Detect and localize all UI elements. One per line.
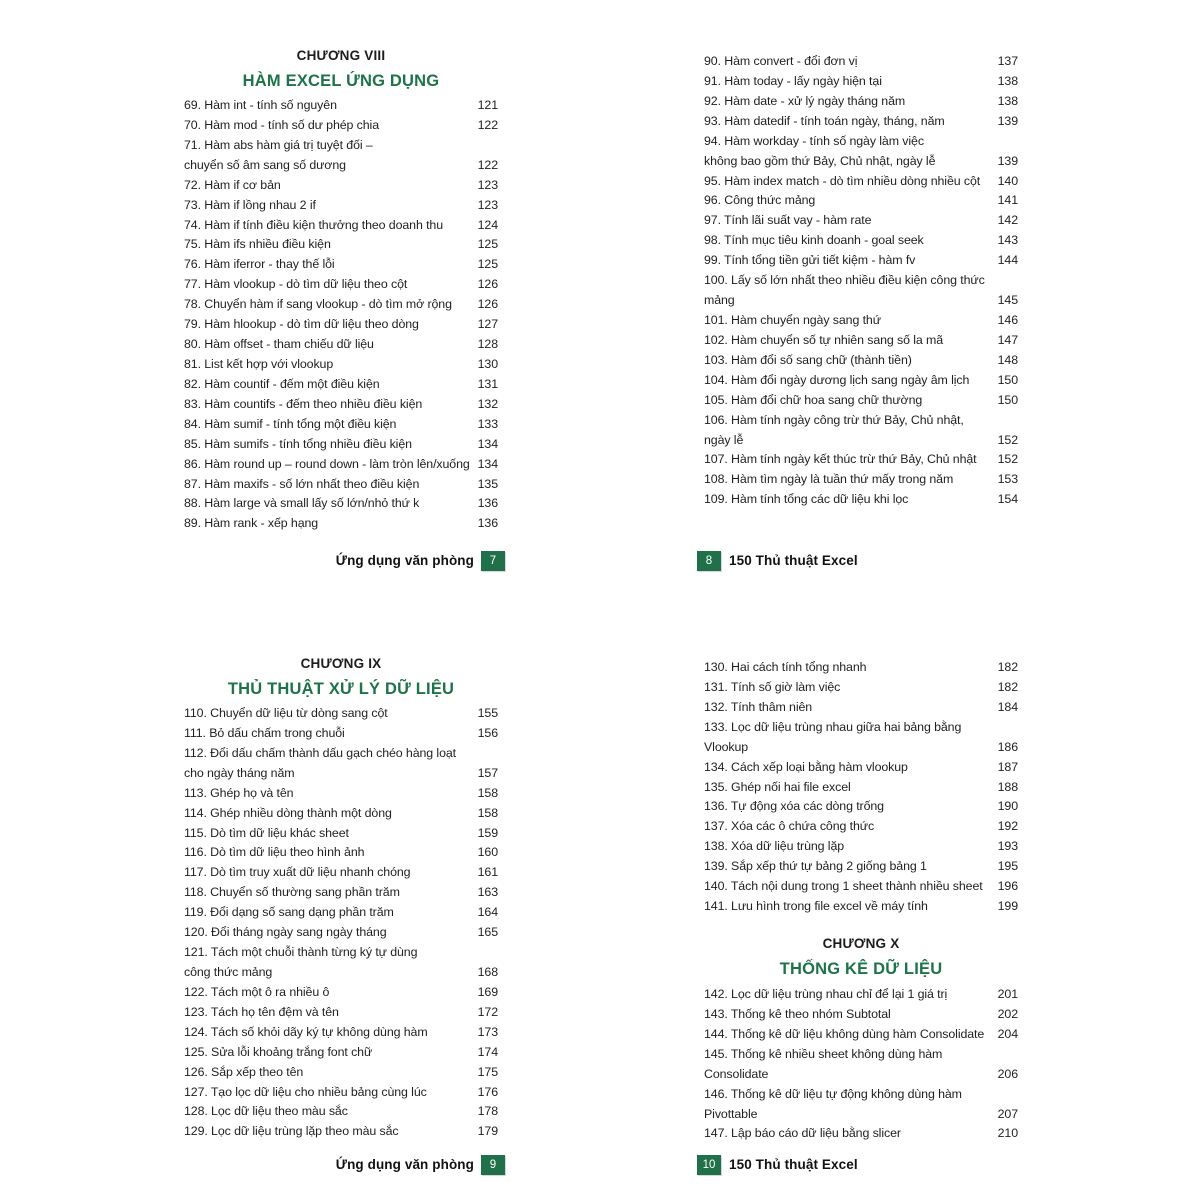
toc-row xyxy=(184,963,498,983)
toc-entry-title: 147. Lập báo cáo dữ liệu bằng slicer xyxy=(704,1126,901,1141)
toc-entry-page: 152 xyxy=(997,432,1018,447)
toc-row xyxy=(184,295,498,315)
toc-entry-page: 199 xyxy=(997,899,1018,914)
toc-entry-title: 101. Hàm chuyển ngày sang thứ xyxy=(704,312,881,327)
toc-entry-page: 121 xyxy=(477,98,498,112)
toc-entry-title: 128. Lọc dữ liệu theo màu sắc xyxy=(184,1104,348,1119)
toc-entry-title: 139. Sắp xếp thứ tự bảng 2 giống bảng 1 xyxy=(704,859,927,874)
toc-entry-title: ngày lễ xyxy=(704,432,744,447)
toc-row xyxy=(184,415,498,435)
toc-row xyxy=(704,1045,1018,1065)
toc-list xyxy=(704,985,1018,1144)
toc-row xyxy=(184,514,498,534)
toc-entry-title: 126. Sắp xếp theo tên xyxy=(184,1064,304,1079)
toc-entry-page: 164 xyxy=(477,905,498,920)
toc-entry-page: 133 xyxy=(477,416,498,431)
toc-row xyxy=(704,985,1018,1005)
toc-entry-title: 146. Thống kê dữ liệu tự động không dùng hàm xyxy=(704,1086,962,1101)
chapter-block xyxy=(704,934,1018,982)
toc-entry-page: 202 xyxy=(997,1006,1018,1021)
toc-row xyxy=(184,1083,498,1103)
toc-entry-page: 179 xyxy=(477,1124,498,1139)
toc-entry-title: 133. Lọc dữ liệu trùng nhau giữa hai bảng bằng xyxy=(704,719,962,734)
toc-entry-title: 135. Ghép nối hai file excel xyxy=(704,779,851,794)
toc-entry-page: 150 xyxy=(997,372,1018,387)
toc-entry-title: 123. Tách họ tên đệm và tên xyxy=(184,1004,339,1019)
toc-entry-title: 114. Ghép nhiều dòng thành một dòng xyxy=(184,805,392,820)
toc-list xyxy=(184,704,498,1142)
toc-row xyxy=(184,1122,498,1142)
toc-row xyxy=(184,136,498,156)
toc-entry-title: 98. Tính mục tiêu kinh doanh - goal seek xyxy=(704,233,924,248)
toc-entry-page: 135 xyxy=(477,476,498,491)
toc-row xyxy=(704,1124,1018,1144)
toc-row xyxy=(704,817,1018,837)
toc-row xyxy=(704,391,1018,411)
toc-entry-title: 73. Hàm if lồng nhau 2 if xyxy=(184,197,316,212)
toc-entry-title: Consolidate xyxy=(704,1066,769,1081)
toc-entry-page: 146 xyxy=(997,312,1018,327)
toc-entry-title: không bao gồm thứ Bảy, Chủ nhật, ngày lễ xyxy=(704,153,936,168)
toc-row xyxy=(704,431,1018,451)
toc-row xyxy=(184,116,498,136)
page-footer-8 xyxy=(697,550,858,571)
toc-entry-title: 94. Hàm workday - tính số ngày làm việc xyxy=(704,133,924,148)
toc-entry-title: 120. Đổi tháng ngày sang ngày tháng xyxy=(184,925,387,940)
toc-entry-title: 136. Tự động xóa các dòng trống xyxy=(704,799,884,814)
toc-row xyxy=(184,494,498,514)
toc-entry-page: 195 xyxy=(997,859,1018,874)
toc-row xyxy=(184,355,498,375)
page-number-badge: 7 xyxy=(481,551,505,571)
toc-row xyxy=(184,863,498,883)
toc-entry-page: 161 xyxy=(477,865,498,880)
toc-column-page-8 xyxy=(704,52,1018,510)
toc-entry-title: 119. Đổi dạng số sang dạng phần trăm xyxy=(184,905,394,920)
toc-entry-page: 131 xyxy=(477,376,498,391)
footer-book-label: Ứng dụng văn phòng xyxy=(335,1157,474,1172)
toc-entry-page: 128 xyxy=(477,337,498,352)
toc-entry-title: 82. Hàm countif - đếm một điều kiện xyxy=(184,376,380,391)
toc-entry-page: 152 xyxy=(997,452,1018,467)
toc-row xyxy=(184,335,498,355)
toc-entry-title: 124. Tách số khỏi dãy ký tự không dùng hàm xyxy=(184,1024,428,1039)
toc-entry-title: 86. Hàm round up – round down - làm tròn lên/xuống xyxy=(184,456,470,471)
toc-entry-title: 140. Tách nội dung trong 1 sheet thành nhiều sheet xyxy=(704,879,983,894)
toc-row xyxy=(184,1043,498,1063)
toc-entry-title: 141. Lưu hình trong file excel về máy tính xyxy=(704,899,928,914)
page-number-badge: 10 xyxy=(697,1155,721,1175)
toc-entry-title: 137. Xóa các ô chứa công thức xyxy=(704,819,875,834)
page-number-badge: 9 xyxy=(481,1155,505,1175)
toc-entry-page: 123 xyxy=(477,197,498,212)
toc-row xyxy=(704,191,1018,211)
toc-entry-title: cho ngày tháng năm xyxy=(184,765,295,780)
toc-row xyxy=(704,698,1018,718)
toc-entry-title: 95. Hàm index match - dò tìm nhiều dòng nhiều cột xyxy=(704,173,981,188)
toc-row xyxy=(184,1003,498,1023)
toc-entry-title: 143. Thống kê theo nhóm Subtotal xyxy=(704,1006,891,1021)
toc-entry-title: 104. Hàm đổi ngày dương lịch sang ngày âm lịch xyxy=(704,372,970,387)
toc-entry-title: 138. Xóa dữ liệu trùng lặp xyxy=(704,839,845,854)
toc-entry-page: 154 xyxy=(997,492,1018,507)
toc-column-page-9 xyxy=(184,654,498,1142)
toc-entry-title: 85. Hàm sumifs - tính tổng nhiều điều kiện xyxy=(184,436,412,451)
toc-list xyxy=(704,658,1018,917)
toc-entry-page: 141 xyxy=(997,193,1018,208)
toc-entry-page: 204 xyxy=(997,1026,1018,1041)
toc-row xyxy=(704,231,1018,251)
toc-entry-title: 117. Dò tìm truy xuất dữ liệu nhanh chóng xyxy=(184,865,411,880)
toc-entry-title: 69. Hàm int - tính số nguyên xyxy=(184,98,337,112)
toc-row xyxy=(184,475,498,495)
toc-entry-title: 105. Hàm đổi chữ hoa sang chữ thường xyxy=(704,392,923,407)
toc-entry-title: 90. Hàm convert - đổi đơn vị xyxy=(704,54,858,68)
toc-list xyxy=(184,96,498,534)
toc-entry-page: 160 xyxy=(477,845,498,860)
toc-entry-title: mảng xyxy=(704,293,735,308)
toc-row xyxy=(184,784,498,804)
toc-entry-page: 125 xyxy=(477,257,498,272)
toc-row xyxy=(184,983,498,1003)
toc-entry-title: 129. Lọc dữ liệu trùng lặp theo màu sắc xyxy=(184,1124,399,1139)
toc-entry-page: 176 xyxy=(477,1084,498,1099)
chapter-title-heading: THỐNG KÊ DỮ LIỆU xyxy=(779,959,943,978)
toc-entry-title: 111. Bỏ dấu chấm trong chuỗi xyxy=(184,725,345,740)
toc-entry-title: 88. Hàm large và small lấy số lớn/nhỏ thứ k xyxy=(184,496,420,511)
toc-entry-page: 145 xyxy=(997,293,1018,308)
toc-row xyxy=(184,235,498,255)
toc-entry-page: 122 xyxy=(477,157,498,172)
toc-entry-page: 190 xyxy=(997,799,1018,814)
toc-entry-page: 168 xyxy=(477,964,498,979)
toc-entry-title: 108. Hàm tìm ngày là tuần thứ mấy trong năm xyxy=(704,472,954,487)
toc-entry-title: 134. Cách xếp loại bằng hàm vlookup xyxy=(704,759,908,774)
toc-entry-page: 126 xyxy=(477,277,498,292)
toc-entry-title: 113. Ghép họ và tên xyxy=(184,785,294,800)
toc-entry-title: Vlookup xyxy=(704,739,749,754)
toc-entry-title: 91. Hàm today - lấy ngày hiện tại xyxy=(704,73,882,88)
toc-entry-title: 107. Hàm tính ngày kết thúc trừ thứ Bảy, Chủ nhật xyxy=(704,452,977,467)
toc-row xyxy=(184,255,498,275)
toc-entry-title: 70. Hàm mod - tính số dư phép chia xyxy=(184,117,379,132)
page-footer-10 xyxy=(697,1154,858,1175)
chapter-number-heading: CHƯƠNG VIII xyxy=(296,48,386,63)
toc-entry-title: 99. Tính tổng tiền gửi tiết kiệm - hàm fv xyxy=(704,253,916,268)
toc-entry-page: 138 xyxy=(997,93,1018,108)
toc-row xyxy=(704,1025,1018,1045)
footer-book-label: Ứng dụng văn phòng xyxy=(335,553,474,568)
toc-list xyxy=(704,52,1018,510)
toc-entry-page: 136 xyxy=(477,496,498,511)
toc-entry-page: 144 xyxy=(997,253,1018,268)
toc-entry-title: 103. Hàm đổi số sang chữ (thành tiền) xyxy=(704,352,912,367)
toc-row xyxy=(704,897,1018,917)
toc-entry-page: 139 xyxy=(997,113,1018,128)
toc-row xyxy=(704,738,1018,758)
toc-row xyxy=(704,291,1018,311)
toc-row xyxy=(184,744,498,764)
toc-entry-title: công thức mảng xyxy=(184,964,273,979)
chapter-title-heading: HÀM EXCEL ỨNG DỤNG xyxy=(242,72,440,90)
toc-row xyxy=(704,797,1018,817)
toc-row xyxy=(704,92,1018,112)
toc-column-page-10 xyxy=(704,658,1018,1144)
toc-row xyxy=(704,172,1018,192)
toc-entry-title: 89. Hàm rank - xếp hạng xyxy=(184,516,319,531)
toc-entry-page: 207 xyxy=(997,1106,1018,1121)
toc-entry-title: 71. Hàm abs hàm giá trị tuyệt đối – xyxy=(184,137,373,152)
toc-entry-title: 83. Hàm countifs - đếm theo nhiều điều kiện xyxy=(184,396,423,411)
toc-row xyxy=(704,351,1018,371)
toc-entry-page: 137 xyxy=(997,54,1018,68)
toc-column-page-7 xyxy=(184,46,498,534)
toc-entry-title: 72. Hàm if cơ bản xyxy=(184,177,281,192)
toc-entry-page: 175 xyxy=(477,1064,498,1079)
toc-entry-title: 102. Hàm chuyển số tự nhiên sang số la mã xyxy=(704,332,944,347)
toc-entry-title: 106. Hàm tính ngày công trừ thứ Bảy, Chủ nhật, xyxy=(704,412,964,427)
toc-row xyxy=(184,455,498,475)
toc-entry-title: 84. Hàm sumif - tính tổng một điều kiện xyxy=(184,416,397,431)
toc-entry-page: 186 xyxy=(997,739,1018,754)
toc-entry-page: 122 xyxy=(477,117,498,132)
toc-entry-page: 159 xyxy=(477,825,498,840)
toc-row xyxy=(704,450,1018,470)
toc-entry-page: 124 xyxy=(477,217,498,232)
toc-entry-page: 150 xyxy=(997,392,1018,407)
toc-entry-page: 147 xyxy=(997,332,1018,347)
toc-row xyxy=(704,490,1018,510)
toc-row xyxy=(704,718,1018,738)
page-footer-7 xyxy=(184,550,505,571)
toc-entry-title: 78. Chuyển hàm if sang vlookup - dò tìm mở rộng xyxy=(184,297,452,312)
toc-row xyxy=(704,311,1018,331)
toc-row xyxy=(184,903,498,923)
toc-entry-title: 74. Hàm if tính điều kiện thưởng theo doanh thu xyxy=(184,217,444,232)
toc-entry-page: 123 xyxy=(477,177,498,192)
toc-entry-page: 172 xyxy=(477,1004,498,1019)
toc-entry-title: 112. Đổi dấu chấm thành dấu gạch chéo hàng loạt xyxy=(184,745,457,760)
toc-entry-page: 182 xyxy=(997,660,1018,674)
toc-entry-title: 81. List kết hợp với vlookup xyxy=(184,356,334,371)
toc-row xyxy=(704,72,1018,92)
toc-entry-page: 165 xyxy=(477,925,498,940)
toc-entry-page: 138 xyxy=(997,73,1018,88)
toc-entry-page: 192 xyxy=(997,819,1018,834)
toc-row xyxy=(704,371,1018,391)
toc-entry-page: 136 xyxy=(477,516,498,531)
toc-row xyxy=(184,704,498,724)
toc-entry-title: 121. Tách một chuỗi thành từng ký tự dùng xyxy=(184,945,418,960)
toc-entry-page: 201 xyxy=(997,986,1018,1001)
toc-entry-page: 130 xyxy=(477,356,498,371)
toc-row xyxy=(704,470,1018,490)
toc-entry-title: 144. Thống kê dữ liệu không dùng hàm Consolidate xyxy=(704,1026,985,1041)
toc-entry-title: Pivottable xyxy=(704,1106,758,1121)
toc-entry-title: 109. Hàm tính tổng các dữ liệu khi lọc xyxy=(704,492,909,507)
toc-entry-page: 188 xyxy=(997,779,1018,794)
toc-entry-page: 132 xyxy=(477,396,498,411)
toc-entry-title: 100. Lấy số lớn nhất theo nhiều điều kiện công thức xyxy=(704,273,985,288)
toc-entry-title: 145. Thống kê nhiều sheet không dùng hàm xyxy=(704,1046,943,1061)
toc-entry-page: 193 xyxy=(997,839,1018,854)
toc-row xyxy=(704,658,1018,678)
toc-row xyxy=(704,1105,1018,1125)
toc-entry-title: 96. Công thức mảng xyxy=(704,193,816,208)
chapter-number-heading: CHƯƠNG IX xyxy=(300,656,382,671)
toc-entry-page: 173 xyxy=(477,1024,498,1039)
toc-entry-page: 155 xyxy=(477,706,498,720)
chapter-title-heading: THỦ THUẬT XỬ LÝ DỮ LIỆU xyxy=(227,680,455,698)
toc-row xyxy=(184,1102,498,1122)
toc-entry-page: 142 xyxy=(997,213,1018,228)
toc-row xyxy=(184,275,498,295)
toc-row xyxy=(184,375,498,395)
toc-entry-title: 75. Hàm ifs nhiều điều kiện xyxy=(184,237,331,252)
toc-row xyxy=(704,331,1018,351)
toc-entry-page: 210 xyxy=(997,1126,1018,1141)
toc-entry-title: 118. Chuyển số thường sang phần trăm xyxy=(184,885,400,900)
footer-book-label: 150 Thủ thuật Excel xyxy=(729,1157,858,1172)
chapter-number-heading: CHƯƠNG X xyxy=(822,935,900,951)
toc-entry-page: 196 xyxy=(997,879,1018,894)
toc-entry-title: 80. Hàm offset - tham chiếu dữ liệu xyxy=(184,337,374,352)
toc-row xyxy=(704,877,1018,897)
toc-row xyxy=(184,176,498,196)
toc-row xyxy=(704,778,1018,798)
toc-entry-page: 143 xyxy=(997,233,1018,248)
toc-row xyxy=(184,395,498,415)
toc-entry-title: 87. Hàm maxifs - số lớn nhất theo điều kiện xyxy=(184,476,420,491)
toc-entry-page: 169 xyxy=(477,984,498,999)
toc-row xyxy=(704,411,1018,431)
toc-row xyxy=(704,271,1018,291)
toc-row xyxy=(704,152,1018,172)
toc-entry-page: 158 xyxy=(477,805,498,820)
toc-entry-title: 110. Chuyển dữ liệu từ dòng sang cột xyxy=(184,706,388,720)
toc-entry-title: 116. Dò tìm dữ liệu theo hình ảnh xyxy=(184,845,365,860)
toc-entry-page: 178 xyxy=(477,1104,498,1119)
toc-row xyxy=(184,156,498,176)
toc-entry-title: 127. Tạo lọc dữ liệu cho nhiều bảng cùng lúc xyxy=(184,1084,427,1099)
toc-row xyxy=(184,1063,498,1083)
toc-entry-title: 122. Tách một ô ra nhiều ô xyxy=(184,984,330,999)
toc-entry-title: 131. Tính số giờ làm việc xyxy=(704,679,841,694)
toc-entry-page: 182 xyxy=(997,679,1018,694)
toc-entry-page: 134 xyxy=(477,436,498,451)
toc-row xyxy=(704,678,1018,698)
toc-entry-page: 153 xyxy=(997,472,1018,487)
toc-entry-page: 187 xyxy=(997,759,1018,774)
toc-entry-title: 130. Hai cách tính tổng nhanh xyxy=(704,660,867,674)
toc-row xyxy=(184,804,498,824)
toc-entry-page: 125 xyxy=(477,237,498,252)
toc-row xyxy=(184,923,498,943)
toc-entry-title: 92. Hàm date - xử lý ngày tháng năm xyxy=(704,93,906,108)
toc-row xyxy=(184,96,498,116)
toc-row xyxy=(704,837,1018,857)
toc-entry-title: 76. Hàm iferror - thay thế lỗi xyxy=(184,257,335,272)
toc-row xyxy=(184,315,498,335)
toc-entry-title: 125. Sửa lỗi khoảng trắng font chữ xyxy=(184,1044,373,1059)
toc-row xyxy=(704,857,1018,877)
toc-entry-page: 158 xyxy=(477,785,498,800)
toc-row xyxy=(184,216,498,236)
toc-row xyxy=(184,196,498,216)
toc-row xyxy=(184,724,498,744)
toc-row xyxy=(184,824,498,844)
toc-entry-page: 174 xyxy=(477,1044,498,1059)
toc-row xyxy=(704,251,1018,271)
toc-row xyxy=(704,1005,1018,1025)
toc-row xyxy=(184,1023,498,1043)
toc-row xyxy=(184,435,498,455)
toc-entry-title: 115. Dò tìm dữ liệu khác sheet xyxy=(184,825,349,840)
toc-entry-page: 127 xyxy=(477,317,498,332)
toc-entry-page: 206 xyxy=(997,1066,1018,1081)
toc-row xyxy=(704,1065,1018,1085)
toc-entry-page: 140 xyxy=(997,173,1018,188)
toc-row xyxy=(704,112,1018,132)
toc-entry-page: 156 xyxy=(477,725,498,740)
toc-row xyxy=(184,764,498,784)
toc-row xyxy=(704,132,1018,152)
toc-entry-title: 132. Tính thâm niên xyxy=(704,699,813,714)
toc-entry-title: 142. Lọc dữ liệu trùng nhau chỉ để lại 1 giá trị xyxy=(704,986,948,1001)
toc-entry-page: 184 xyxy=(997,699,1018,714)
toc-row xyxy=(704,758,1018,778)
toc-entry-page: 148 xyxy=(997,352,1018,367)
toc-entry-page: 157 xyxy=(477,765,498,780)
toc-entry-page: 163 xyxy=(477,885,498,900)
toc-entry-title: 93. Hàm datedif - tính toán ngày, tháng, năm xyxy=(704,113,945,128)
toc-row xyxy=(184,943,498,963)
toc-entry-page: 139 xyxy=(997,153,1018,168)
toc-entry-title: chuyển số âm sang số dương xyxy=(184,157,346,172)
footer-book-label: 150 Thủ thuật Excel xyxy=(729,553,858,568)
toc-entry-title: 77. Hàm vlookup - dò tìm dữ liệu theo cột xyxy=(184,277,408,292)
toc-row xyxy=(704,52,1018,72)
page-footer-9 xyxy=(184,1154,505,1175)
toc-entry-page: 126 xyxy=(477,297,498,312)
toc-entry-title: 97. Tính lãi suất vay - hàm rate xyxy=(704,213,872,228)
toc-row xyxy=(704,1085,1018,1105)
page-number-badge: 8 xyxy=(697,551,721,571)
toc-row xyxy=(184,843,498,863)
toc-entry-page: 134 xyxy=(477,456,498,471)
toc-row xyxy=(704,211,1018,231)
toc-row xyxy=(184,883,498,903)
toc-entry-title: 79. Hàm hlookup - dò tìm dữ liệu theo dòng xyxy=(184,317,419,332)
